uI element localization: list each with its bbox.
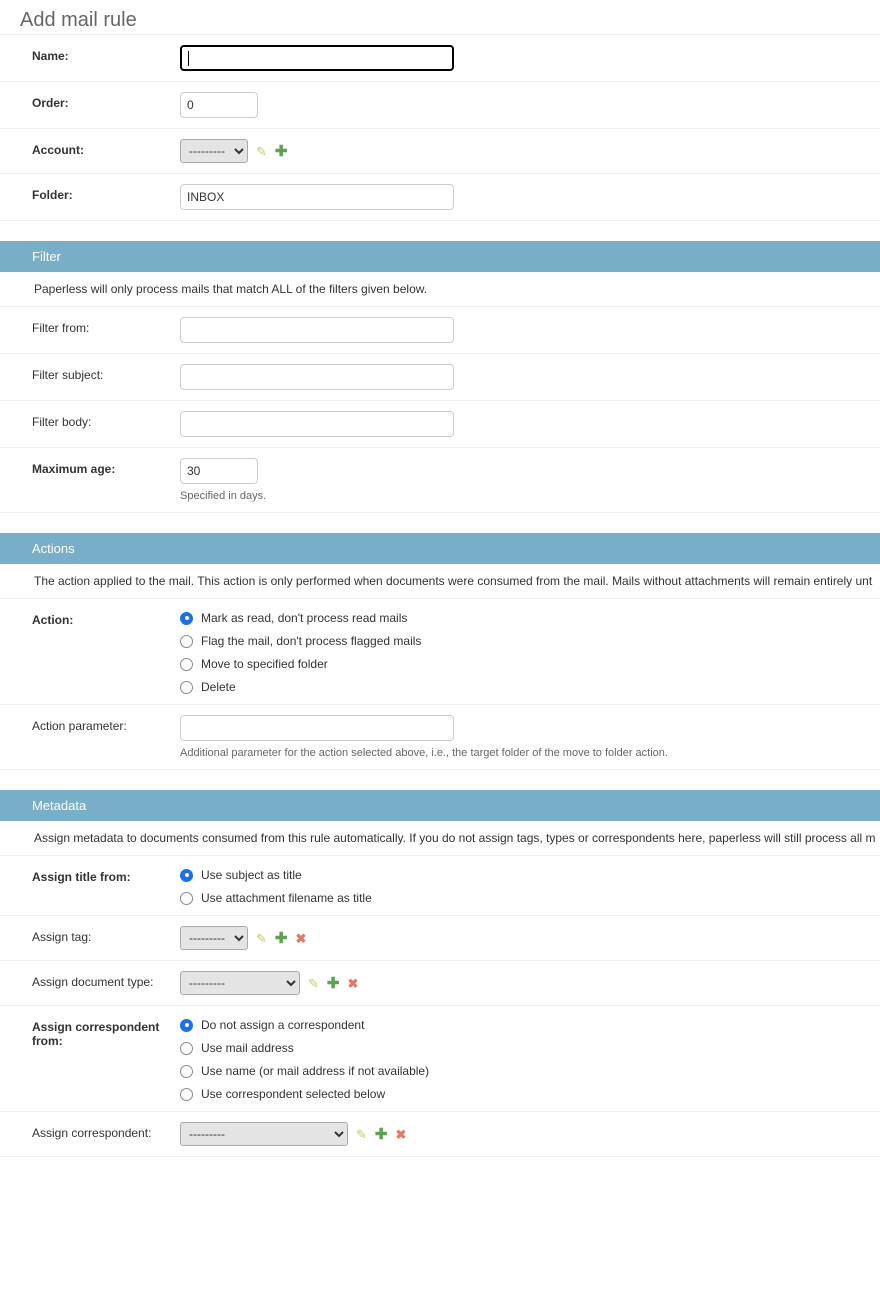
assign-correspondent-select[interactable] bbox=[180, 1122, 348, 1146]
name-label: Name: bbox=[32, 49, 69, 63]
assign-correspondent-label: Assign correspondent: bbox=[32, 1126, 152, 1140]
assign-title-from-label: Assign title from: bbox=[32, 870, 131, 884]
row-assign-document-type bbox=[0, 961, 880, 1006]
assign-document-type-field-wrap bbox=[180, 971, 880, 995]
name-input[interactable] bbox=[180, 45, 454, 71]
maximum-age-input[interactable] bbox=[180, 458, 258, 484]
row-assign-correspondent bbox=[0, 1112, 880, 1157]
actions-section-header: Actions bbox=[0, 533, 880, 564]
actions-section bbox=[0, 599, 880, 770]
filter-section-description: Paperless will only process mails that match ALL of the filters given below. bbox=[0, 272, 880, 307]
radio-icon[interactable] bbox=[180, 635, 193, 648]
action-parameter-input[interactable] bbox=[180, 715, 454, 741]
radio-label: Use subject as title bbox=[201, 868, 302, 882]
row-assign-tag bbox=[0, 916, 880, 961]
assign-correspondent-from-label: Assign correspondent from: bbox=[32, 1020, 160, 1048]
name-field-wrap bbox=[180, 45, 880, 71]
row-assign-title-from bbox=[0, 856, 880, 916]
folder-field-wrap bbox=[180, 184, 880, 210]
metadata-section bbox=[0, 856, 880, 1157]
account-label: Account: bbox=[32, 143, 84, 157]
maximum-age-label: Maximum age: bbox=[32, 462, 116, 476]
page-title: Add mail rule bbox=[20, 9, 137, 31]
account-field-wrap bbox=[180, 139, 880, 163]
radio-use-subject-as-title[interactable] bbox=[180, 868, 880, 882]
order-label: Order: bbox=[32, 96, 69, 110]
row-assign-correspondent-from bbox=[0, 1006, 880, 1112]
row-maximum-age bbox=[0, 448, 880, 513]
filter-body-label: Filter body: bbox=[32, 415, 92, 429]
radio-use-name-or-mail-address[interactable] bbox=[180, 1064, 880, 1078]
actions-section-description: The action applied to the mail. This action is only performed when documents were consumed from the mail. Mails without attachments will remain entirely unt bbox=[0, 564, 880, 599]
filter-from-label: Filter from: bbox=[32, 321, 90, 335]
edit-icon[interactable]: ✎ bbox=[308, 975, 319, 991]
delete-icon[interactable]: ✖ bbox=[295, 930, 307, 946]
row-folder bbox=[0, 174, 880, 221]
folder-label: Folder: bbox=[32, 188, 73, 202]
radio-icon[interactable] bbox=[180, 658, 193, 671]
radio-label: Do not assign a correspondent bbox=[201, 1018, 365, 1032]
radio-label: Use mail address bbox=[201, 1041, 294, 1055]
action-field-wrap bbox=[180, 609, 880, 694]
filter-from-input[interactable] bbox=[180, 317, 454, 343]
radio-icon[interactable] bbox=[180, 1088, 193, 1101]
filter-subject-input[interactable] bbox=[180, 364, 454, 390]
radio-action-mark-as-read[interactable] bbox=[180, 611, 880, 625]
filter-subject-label: Filter subject: bbox=[32, 368, 104, 382]
delete-icon[interactable]: ✖ bbox=[347, 975, 359, 991]
add-icon[interactable]: ✚ bbox=[374, 1125, 388, 1143]
radio-do-not-assign-correspondent[interactable] bbox=[180, 1018, 880, 1032]
filter-body-field-wrap bbox=[180, 411, 880, 437]
assign-title-from-field-wrap bbox=[180, 866, 880, 905]
edit-icon[interactable]: ✎ bbox=[256, 930, 267, 946]
row-name bbox=[0, 34, 880, 82]
maximum-age-field-wrap bbox=[180, 458, 880, 502]
filter-subject-field-wrap bbox=[180, 364, 880, 390]
filter-section-header: Filter bbox=[0, 241, 880, 272]
order-field-wrap bbox=[180, 92, 880, 118]
add-icon[interactable]: ✚ bbox=[274, 142, 288, 160]
assign-correspondent-from-radio-group bbox=[180, 1016, 880, 1101]
assign-tag-select[interactable] bbox=[180, 926, 248, 950]
radio-label: Use attachment filename as title bbox=[201, 891, 372, 905]
radio-action-delete[interactable] bbox=[180, 680, 880, 694]
text-cursor bbox=[188, 51, 189, 66]
radio-icon[interactable] bbox=[180, 612, 193, 625]
metadata-section-header: Metadata bbox=[0, 790, 880, 821]
radio-use-attachment-filename-as-title[interactable] bbox=[180, 891, 880, 905]
radio-icon[interactable] bbox=[180, 681, 193, 694]
assign-correspondent-field-wrap bbox=[180, 1122, 880, 1146]
radio-label: Use name (or mail address if not available) bbox=[201, 1064, 430, 1078]
action-parameter-label: Action parameter: bbox=[32, 719, 127, 733]
assign-title-from-radio-group bbox=[180, 866, 880, 905]
radio-label: Flag the mail, don't process flagged mails bbox=[201, 634, 422, 648]
filter-body-input[interactable] bbox=[180, 411, 454, 437]
radio-use-correspondent-selected-below[interactable] bbox=[180, 1087, 880, 1101]
edit-icon[interactable]: ✎ bbox=[356, 1126, 367, 1142]
folder-input[interactable] bbox=[180, 184, 454, 210]
row-action bbox=[0, 599, 880, 705]
maximum-age-help: Specified in days. bbox=[180, 490, 267, 502]
row-filter-from bbox=[0, 307, 880, 354]
radio-action-move-to-folder[interactable] bbox=[180, 657, 880, 671]
radio-icon[interactable] bbox=[180, 869, 193, 882]
radio-icon[interactable] bbox=[180, 1042, 193, 1055]
filter-from-field-wrap bbox=[180, 317, 880, 343]
row-filter-body bbox=[0, 401, 880, 448]
edit-icon[interactable]: ✎ bbox=[256, 143, 267, 159]
delete-icon[interactable]: ✖ bbox=[395, 1126, 407, 1142]
assign-tag-field-wrap bbox=[180, 926, 880, 950]
add-icon[interactable]: ✚ bbox=[326, 974, 340, 992]
order-input[interactable] bbox=[180, 92, 258, 118]
radio-use-mail-address[interactable] bbox=[180, 1041, 880, 1055]
general-fields-section bbox=[0, 34, 880, 221]
assign-document-type-select[interactable] bbox=[180, 971, 300, 995]
action-label: Action: bbox=[32, 613, 74, 627]
metadata-section-description: Assign metadata to documents consumed from this rule automatically. If you do not assign tags, types or correspondents here, paperless will still process all m bbox=[0, 821, 880, 856]
radio-label: Move to specified folder bbox=[201, 657, 328, 671]
action-parameter-field-wrap bbox=[180, 715, 880, 759]
radio-action-flag-mail[interactable] bbox=[180, 634, 880, 648]
row-action-parameter bbox=[0, 705, 880, 770]
radio-label: Mark as read, don't process read mails bbox=[201, 611, 408, 625]
assign-tag-label: Assign tag: bbox=[32, 930, 92, 944]
action-radio-group bbox=[180, 609, 880, 694]
radio-icon[interactable] bbox=[180, 1065, 193, 1078]
radio-label: Use correspondent selected below bbox=[201, 1087, 386, 1101]
account-select[interactable] bbox=[180, 139, 248, 163]
assign-document-type-label: Assign document type: bbox=[32, 975, 154, 989]
row-filter-subject bbox=[0, 354, 880, 401]
radio-icon[interactable] bbox=[180, 1019, 193, 1032]
radio-label: Delete bbox=[201, 680, 236, 694]
assign-correspondent-from-field-wrap bbox=[180, 1016, 880, 1101]
radio-icon[interactable] bbox=[180, 892, 193, 905]
row-account bbox=[0, 129, 880, 174]
row-order bbox=[0, 82, 880, 129]
action-parameter-help: Additional parameter for the action selected above, i.e., the target folder of the move to folder action. bbox=[180, 747, 668, 759]
add-icon[interactable]: ✚ bbox=[274, 929, 288, 947]
filter-section bbox=[0, 307, 880, 513]
